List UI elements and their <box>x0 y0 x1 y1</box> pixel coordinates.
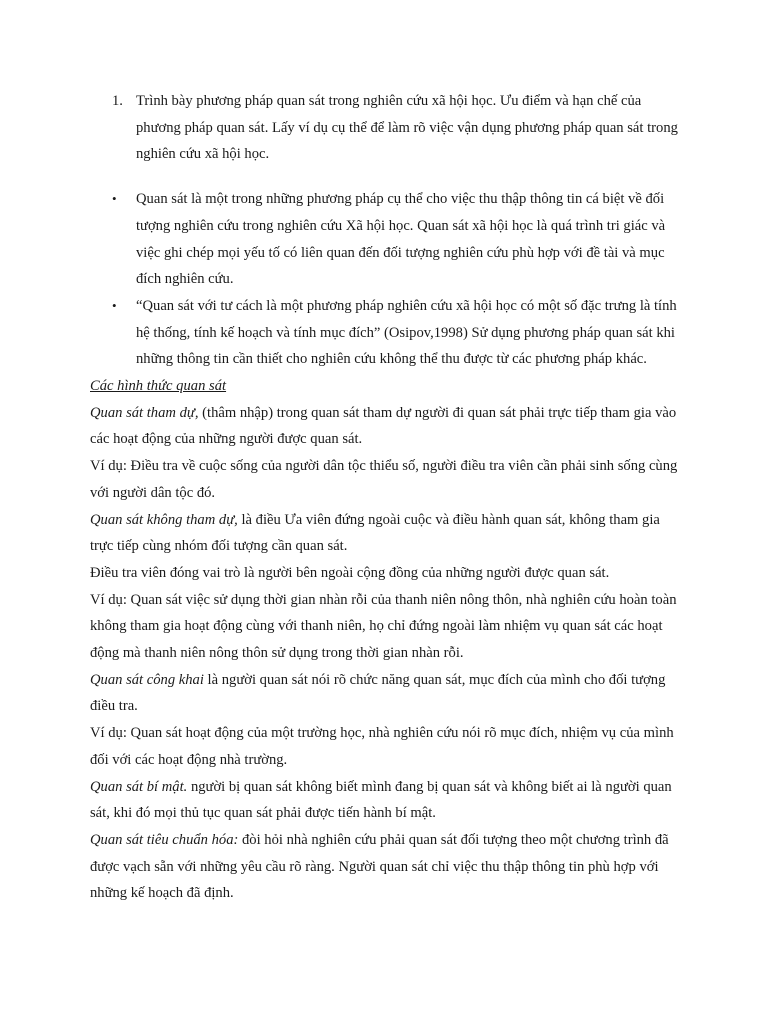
paragraph-text: người bị quan sát không biết mình đang bị quan sát và không biết ai là người quan sát, khi đó mọi thủ tục quan sát phải được tiến hành bí mật. <box>90 778 672 822</box>
paragraph <box>90 827 686 907</box>
section-heading <box>90 373 686 400</box>
term-standardized-observation: Quan sát tiêu chuẩn hóa: <box>90 831 239 848</box>
paragraph <box>90 774 686 827</box>
paragraph <box>90 720 686 773</box>
document-body <box>90 88 686 907</box>
paragraph <box>90 507 686 560</box>
bullet-icon: • <box>112 297 117 313</box>
term-non-participant-observation: Quan sát không tham dự, <box>90 511 238 528</box>
paragraph <box>90 453 686 506</box>
paragraph <box>90 587 686 667</box>
bullet-text: “Quan sát với tư cách là một phương pháp nghiên cứu xã hội học có một số đặc trưng là tính hệ thống, tính kế hoạch và tính mục đích” (Osipov,1998) Sử dụng phương pháp quan sát khi những thông tin cần thiết cho nghiên cứu không thể thu được từ các phương pháp khác. <box>136 297 677 368</box>
list-number: 1. <box>112 93 123 109</box>
bullet-icon: • <box>112 191 117 207</box>
paragraph <box>90 560 686 587</box>
paragraph-text: đòi hỏi nhà nghiên cứu phải quan sát đối tượng theo một chương trình đã được vạch sẵn với những yêu cầu rõ ràng. Người quan sát chỉ việc thu thập thông tin phù hợp với những kế hoạch đã định. <box>90 831 669 902</box>
bullet-text: Quan sát là một trong những phương pháp cụ thể cho việc thu thập thông tin cá biệt về đối tượng nghiên cứu trong nghiên cứu Xã hội học. Quan sát xã hội học là quá trình tri giác và việc ghi chép mọi yếu tố có liên quan đến đối tượng nghiên cứu phù hợp với đề tài và mục đích nghiên cứu. <box>136 191 666 288</box>
paragraph-text: Ví dụ: Quan sát hoạt động của một trường học, nhà nghiên cứu nói rõ mục đích, nhiệm vụ của mình đối với các hoạt động nhà trường. <box>90 725 674 768</box>
term-covert-observation: Quan sát bí mật. <box>90 778 188 795</box>
numbered-list-item <box>90 88 686 168</box>
paragraph-text: Ví dụ: Quan sát việc sử dụng thời gian nhàn rỗi của thanh niên nông thôn, nhà nghiên cứu hoàn toàn không tham gia hoạt động cùng với thanh niên, họ chỉ đứng ngoài làm nhiệm vụ quan sát các hoạt động mà thanh niên nông thôn sử dụng trong thời gian nhàn rỗi. <box>90 591 677 662</box>
bullet-list-item <box>90 293 686 373</box>
paragraph-text: là điều Ưa viên đứng ngoài cuộc và điều hành quan sát, không tham gia trực tiếp cùng nhóm đối tượng cần quan sát. <box>90 511 660 555</box>
term-overt-observation: Quan sát công khai <box>90 671 204 688</box>
paragraph <box>90 667 686 720</box>
paragraph <box>90 400 686 453</box>
paragraph-text: (thâm nhập) trong quan sát tham dự người đi quan sát phải trực tiếp tham gia vào các hoạt động của những người được quan sát. <box>90 404 677 448</box>
term-participant-observation: Quan sát tham dự, <box>90 404 199 421</box>
paragraph-text: Điều tra viên đóng vai trò là người bên ngoài cộng đồng của những người được quan sát. <box>90 564 610 581</box>
bullet-list-item <box>90 186 686 293</box>
paragraph-text: Ví dụ: Điều tra về cuộc sống của người dân tộc thiểu số, người điều tra viên cần phải sinh sống cùng với người dân tộc đó. <box>90 458 678 501</box>
paragraph-text: là người quan sát nói rõ chức năng quan sát, mục đích của mình cho đối tượng điều tra. <box>90 671 666 715</box>
section-heading-text: Các hình thức quan sát <box>90 378 227 395</box>
question-text: Trình bày phương pháp quan sát trong nghiên cứu xã hội học. Ưu điểm và hạn chế của phương pháp quan sát. Lấy ví dụ cụ thể để làm rõ việc vận dụng phương pháp quan sát trong nghiên cứu xã hội học. <box>136 93 678 163</box>
